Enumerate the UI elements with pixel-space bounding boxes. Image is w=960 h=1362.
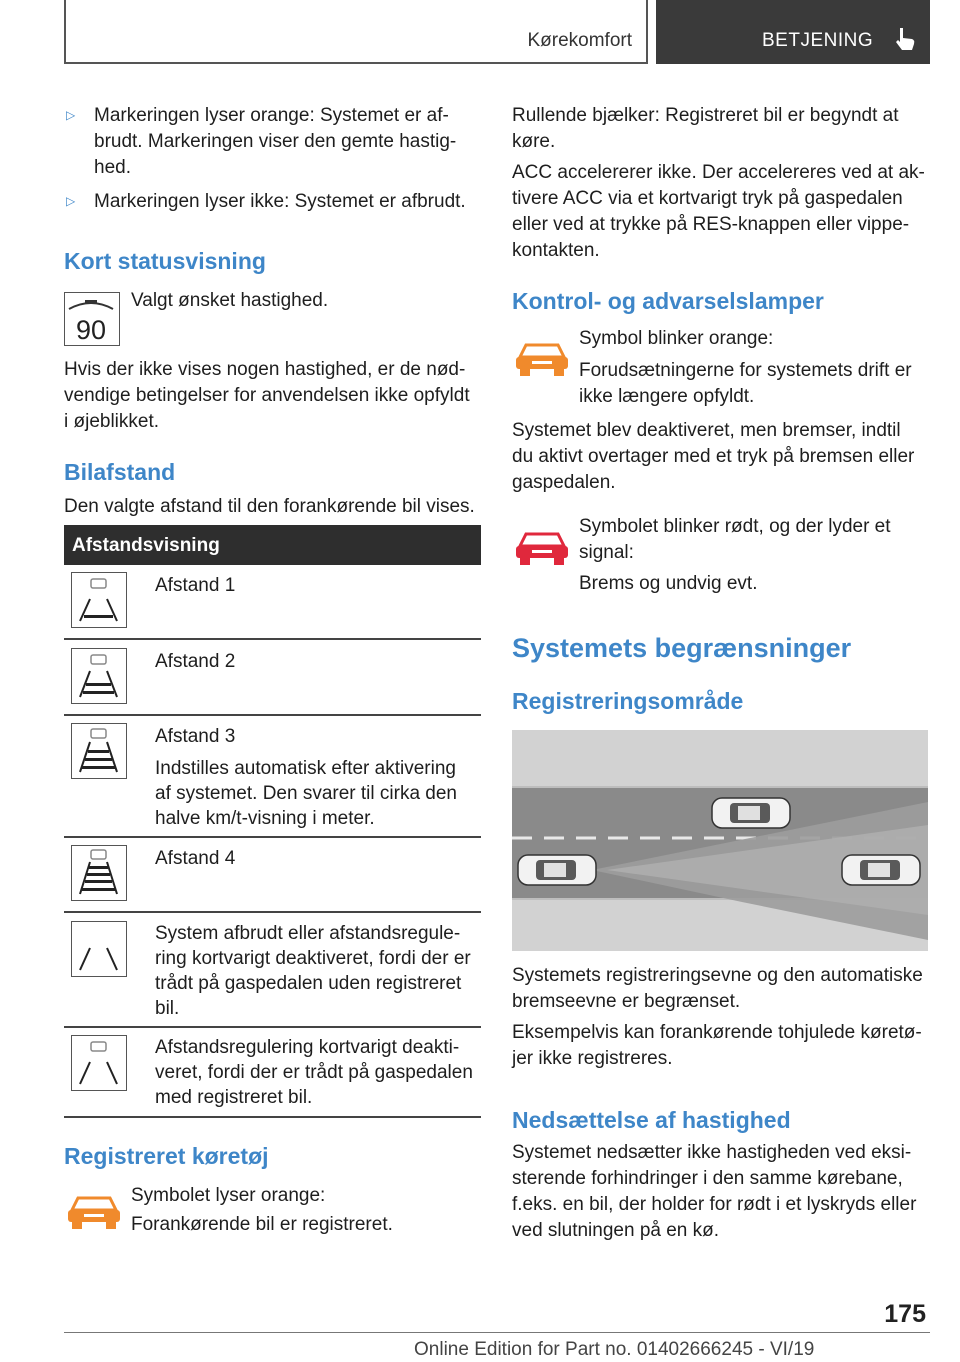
range-heading: Registreringsområde <box>512 688 744 714</box>
table-header-label: Afstandsvisning <box>72 535 220 556</box>
reduction-heading: Nedsættelse af hastighed <box>512 1107 791 1133</box>
status-text: Hvis der ikke vises nogen hastighed, er de nød- vendige betingelser for anvendelsen ikke opfyldt i øjeblikket. <box>64 359 470 432</box>
header-chapter-tab <box>656 0 930 64</box>
distance-4-icon <box>71 845 127 901</box>
table-row-divider <box>64 1116 481 1118</box>
distance-1-icon <box>71 572 127 628</box>
distance-3-icon <box>71 723 127 779</box>
car-red-icon <box>514 528 570 568</box>
rolling-bars-text: Rullende bjælker: Registreret bil er begyndt at køre. <box>512 105 899 152</box>
status-heading: Kort statusvisning <box>64 248 266 274</box>
detection-range-illustration <box>512 730 928 951</box>
bullet-text-1: Markeringen lyser orange: Systemet er af- brudt. Markeringen viser den gemte hastig- hed. <box>94 105 457 178</box>
car-orange-blinking-icon <box>514 339 570 379</box>
lamp2-label: Symbolet blinker rødt, og der lyder et signal: <box>579 516 891 563</box>
lamps-heading: Kontrol- og advarselslamper <box>512 288 824 314</box>
lamp1-text: Forudsætningerne for systemets drift er ikke længere opfyldt. <box>579 360 912 407</box>
table-row-divider <box>64 638 481 640</box>
distance-heading: Bilafstand <box>64 459 176 485</box>
acc-text: ACC accelererer ikke. Der accelereres ved at ak- tivere ACC via et kortvarigt tryk på gaspedalen eller ved at trykke på RES-knappen eller vippe- kontakten. <box>512 162 925 261</box>
distance-interrupted-icon <box>71 921 127 977</box>
header-section-label: Kørekomfort <box>527 30 632 51</box>
table-header <box>64 525 481 565</box>
car-own <box>518 855 596 885</box>
table-row-4-label: Afstand 4 <box>155 848 236 869</box>
table-row-1-label: Afstand 1 <box>155 575 236 596</box>
table-row-3-label: Afstand 3 <box>155 726 236 747</box>
bullet-text-2: Markeringen lyser ikke: Systemet er afbrudt. <box>94 191 466 212</box>
distance-2-icon <box>71 648 127 704</box>
table-row-6-text: Afstandsregulering kortvarigt deakti- veret, fordi der er trådt på gaspedalen med registreret bil. <box>155 1037 473 1108</box>
table-row-3-text: Indstilles automatisk efter aktivering af systemet. Den svarer til cirka den halve km/t-visning i meter. <box>155 758 457 829</box>
lamp1-label: Symbol blinker orange: <box>579 328 774 349</box>
table-row-5-text: System afbrudt eller afstandsregule- ring kortvarigt deaktiveret, fordi der er trådt på gaspedalen uden registreret bil. <box>155 923 471 1019</box>
car-front-lane <box>712 798 790 828</box>
header-section-tab <box>64 0 648 64</box>
vehicle-heading: Registreret køretøj <box>64 1143 269 1169</box>
limits-heading: Systemets begrænsninger <box>512 633 852 663</box>
bullet-icon: ▷ <box>66 108 76 122</box>
reduction-text: Systemet nedsætter ikke hastigheden ved eksi- sterende forhindringer i den samme kørebane, f.eks. en bil, der holder for rødt i et lyskryds eller ved slutningen på en kø. <box>512 1142 917 1241</box>
footer-divider <box>64 1332 930 1333</box>
status-label: Valgt ønsket hastighed. <box>131 290 329 311</box>
table-row-2-label: Afstand 2 <box>155 651 236 672</box>
speed-icon-value: 90 <box>75 315 107 344</box>
distance-text: Den valgte afstand til den forankørende bil vises. <box>64 496 475 517</box>
table-row-divider <box>64 1026 481 1028</box>
table-row-divider <box>64 911 481 913</box>
table-row-divider <box>64 836 481 838</box>
table-row-divider <box>64 714 481 716</box>
lamp2-text: Brems og undvig evt. <box>579 573 758 594</box>
distance-deactivated-icon <box>71 1035 127 1091</box>
lamp1-note: Systemet blev deaktiveret, men bremser, indtil du aktivt overtager med et tryk på bremsen eller gaspedalen. <box>512 420 915 493</box>
footer-edition: Online Edition for Part no. 01402666245 - VI/19 <box>414 1339 815 1360</box>
hand-pointer-icon <box>894 26 916 52</box>
bullet-icon: ▷ <box>66 194 76 208</box>
vehicle-text: Forankørende bil er registreret. <box>131 1214 393 1235</box>
page-number: 175 <box>884 1300 926 1328</box>
vehicle-label: Symbolet lyser orange: <box>131 1185 326 1206</box>
range-text-2: Eksempelvis kan forankørende tohjulede køretø- jer ikke registreres. <box>512 1022 922 1069</box>
header-chapter-label: BETJENING <box>762 30 874 51</box>
car-orange-icon <box>66 1192 122 1232</box>
car-ahead-same-lane <box>842 855 920 885</box>
speed-display-icon <box>64 292 120 346</box>
range-text-1: Systemets registreringsevne og den automatiske bremseevne er begrænset. <box>512 965 923 1012</box>
